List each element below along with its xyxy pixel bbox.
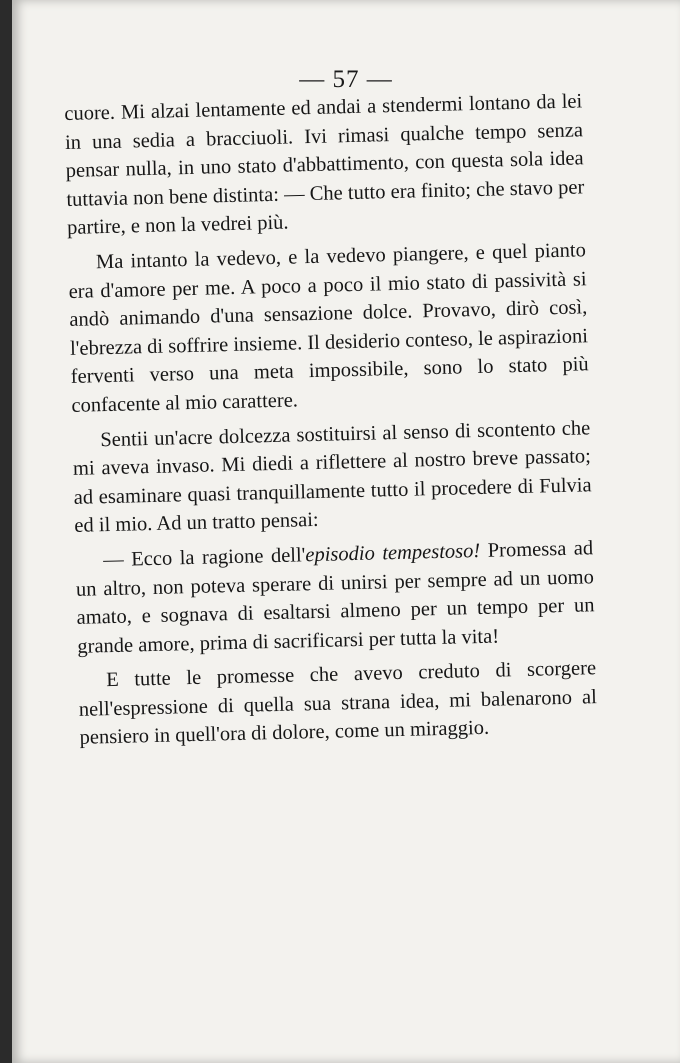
paragraph-4 [75, 534, 596, 661]
page-number: — 57 — [299, 66, 393, 93]
book-page [12, 0, 680, 1063]
paragraph-1: cuore. Mi alzai lentamente ed andai a stendermi lontano da lei in una sedia a bracciuoli. Ivi rimasi qualche tempo senza pensar nulla, in uno stato d'abbattimento, con questa sola idea tuttavia non bene distinta: — Che tutto era finito; che stavo per partire, e non la vedrei più. [64, 90, 585, 240]
paragraph-2: Ma intanto la vedevo, e la vedevo piangere, e quel pianto era d'amore per me. A poco a poco il mio stato di passività si andò animando d'una sensazione dolce. Provavo, dirò così, l'ebrezza di soffrire insieme. Il desiderio conteso, le aspirazioni ferventi verso una meta impossibile, sono lo stato più confacente al mio carattere. [68, 239, 589, 417]
paragraph-3: Sentii un'acre dolcezza sostituirsi al senso di scontento che mi aveva invaso. Mi diedi a riflettere al nostro breve passato; ad esaminare quasi tranquillamente tutto il procedere di Fulvia ed il mio. Ad un tratto pensai: [72, 416, 592, 538]
paragraph-4-italic: episodio tempestoso! [305, 539, 481, 567]
paragraph-4-end: Promessa ad un altro, non poteva sperare di unirsi per sempre ad un uomo amato, e sognava di esaltarsi almeno per un tempo per un grande amore, prima di sacrificarsi per tutta la vita! [75, 537, 595, 658]
paragraph-4-start: — Ecco la ragione dell' [102, 544, 306, 572]
paragraph-5: E tutte le promesse che avevo creduto di scorgere nell'espressione di quella sua strana idea, mi balenarono al pensiero in quell'ora di dolore, come un miraggio. [78, 657, 598, 750]
body-text [64, 87, 598, 759]
